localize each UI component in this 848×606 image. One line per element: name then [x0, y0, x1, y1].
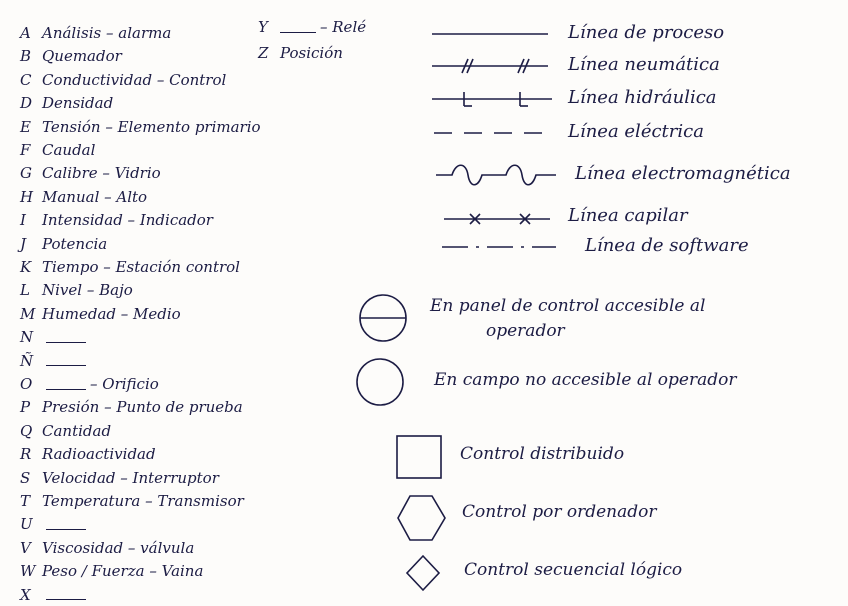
panel-circle-icon — [360, 295, 406, 341]
letter-meaning: Conductividad – Control — [42, 70, 227, 89]
letter-code: H — [20, 187, 34, 206]
letter-meaning: – Relé — [320, 18, 367, 36]
letter-meaning: Quemador — [42, 47, 122, 66]
line-label-capillary: Línea capilar — [568, 205, 688, 226]
letter-code: P — [20, 398, 31, 417]
letter-code: F — [20, 141, 31, 159]
line-label-electric: Línea eléctrica — [568, 121, 704, 142]
letter-code: E — [20, 117, 31, 136]
symbol-label-panel: En panel de control accesible al — [430, 296, 706, 316]
logic-diamond-icon — [407, 556, 439, 590]
letter-code: M — [20, 304, 36, 323]
letter-meaning: Presión – Punto de prueba — [42, 398, 243, 417]
letter-meaning: Densidad — [42, 94, 114, 113]
letter-code: Z — [258, 44, 269, 62]
hydraulic-line — [432, 92, 552, 106]
letter-meaning: Peso / Fuerza – Vaina — [42, 562, 204, 581]
letter-meaning: Velocidad – Interruptor — [42, 468, 219, 487]
letter-meaning: Tensión – Elemento primario — [42, 117, 261, 136]
symbol-label-distributed: Control distribuido — [460, 444, 625, 464]
line-label-process: Línea de proceso — [568, 22, 725, 43]
letter-code: R — [20, 445, 32, 464]
letter-code: A — [20, 24, 31, 42]
electromagnetic-line — [436, 165, 556, 185]
letter-meaning: Radioactividad — [42, 445, 156, 464]
letter-meaning: Análisis – alarma — [42, 24, 172, 42]
line-label-hydraulic: Línea hidráulica — [568, 87, 717, 108]
line-label-pneumatic: Línea neumática — [568, 54, 720, 75]
computer-hexagon-icon — [398, 496, 445, 540]
pneumatic-line — [432, 59, 548, 73]
letter-meaning: Potencia — [42, 234, 108, 253]
letter-meaning: Posición — [280, 44, 343, 62]
letter-meaning: Tiempo – Estación control — [42, 258, 240, 276]
letter-code: T — [20, 492, 31, 510]
letter-meaning: Temperatura – Transmisor — [42, 492, 244, 510]
line-label-software: Línea de software — [585, 235, 749, 256]
letter-meaning: Humedad – Medio — [42, 304, 181, 323]
letter-code: Y — [258, 18, 268, 36]
letter-code: V — [20, 538, 31, 557]
line-label-electromagnetic: Línea electromagnética — [575, 163, 791, 184]
symbol-label-panel-2: operador — [486, 321, 565, 341]
letter-meaning: Caudal — [42, 141, 96, 159]
letter-meaning: Nivel – Bajo — [42, 281, 133, 300]
symbol-label-logic: Control secuencial lógico — [464, 560, 683, 580]
symbol-label-computer: Control por ordenador — [462, 502, 657, 522]
letter-code: I — [20, 211, 26, 230]
letter-code: D — [20, 94, 33, 113]
distributed-square-icon — [397, 436, 441, 478]
field-circle-icon — [357, 359, 403, 405]
letter-code: B — [20, 47, 32, 66]
letter-meaning: Calibre – Vidrio — [42, 164, 161, 183]
letter-meaning: Cantidad — [42, 421, 112, 440]
letter-code: N — [20, 328, 34, 347]
letter-code: J — [20, 234, 27, 253]
letter-code: L — [20, 281, 30, 300]
letter-meaning: Manual – Alto — [42, 187, 148, 206]
letter-meaning: Viscosidad – válvula — [42, 538, 195, 557]
letter-meaning: – Orificio — [90, 375, 159, 393]
letter-code: O — [20, 375, 33, 393]
letter-code: G — [20, 164, 32, 183]
letter-code: K — [20, 258, 32, 276]
letter-code: C — [20, 70, 32, 89]
letter-code: U — [20, 515, 33, 534]
letter-code: W — [20, 562, 36, 581]
letter-code: Q — [20, 421, 33, 440]
letter-code: X — [20, 585, 31, 604]
letter-code: S — [20, 468, 31, 487]
letter-meaning: Intensidad – Indicador — [42, 211, 213, 230]
capillary-line — [444, 214, 550, 224]
symbol-label-field: En campo no accesible al operador — [434, 370, 737, 390]
letter-code: Ñ — [20, 351, 34, 370]
